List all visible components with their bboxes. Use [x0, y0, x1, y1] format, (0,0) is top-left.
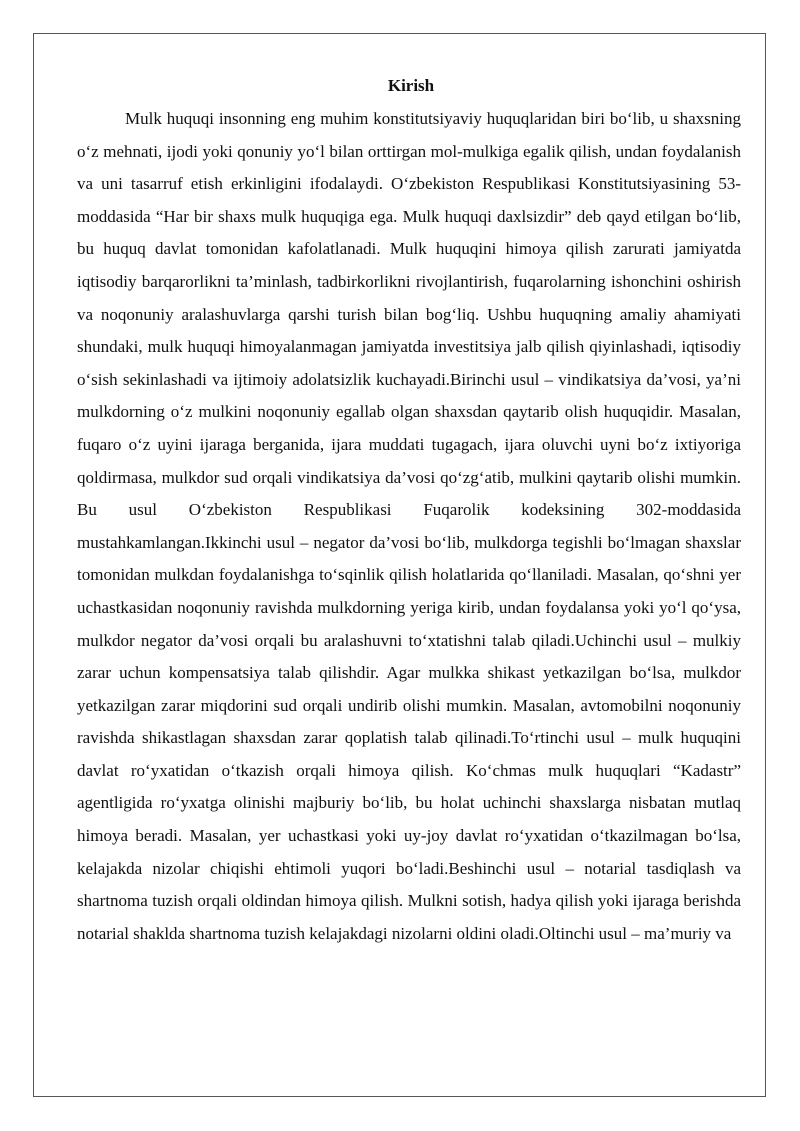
document-title: Kirish	[387, 76, 435, 95]
body-paragraph: Mulk huquqi insonning eng muhim konstitutsiyaviy huquqlaridan biri bo‘lib, u shaxsning o‘z mehnati, ijodi yoki qonuniy yo‘l bilan orttirgan mol-mulkiga egalik qilish, undan foydalanish va uni tasarruf etish erkinligini ifodalaydi. O‘zbekiston Respublikasi Konstitutsiyasining 53-moddasida “Har bir shaxs mulk huquqiga ega. Mulk huquqi daxlsizdir” deb qayd etilgan bo‘lib, bu huquq davlat tomonidan kafolatlanadi. Mulk huquqini himoya qilish zarurati jamiyatda iqtisodiy barqarorlikni ta’minlash, tadbirkorlikni rivojlantirish, fuqarolarning ishonchini oshirish va noqonuniy aralashuvlarga qarshi turish bilan bog‘liq. Ushbu huquqning amaliy ahamiyati shundaki, mulk huquqi himoyalanmagan jamiyatda investitsiya jalb qilish qiyinlashadi, iqtisodiy o‘sish sekinlashadi va ijtimoiy adolatsizlik kuchayadi.Birinchi usul – vindikatsiya da’vosi, ya’ni mulkdorning o‘z mulkini noqonuniy egallab olgan shaxsdan qaytarib olish huquqidir. Masalan, fuqaro o‘z uyini ijaraga berganida, ijara muddati tugagach, ijara oluvchi uyni bo‘z ixtiyoriga qoldirmasa, mulkdor sud orqali vindikatsiya da’vosi qo‘zg‘atib, mulkini qaytarib olishi mumkin. Bu usul O‘zbekiston Respublikasi Fuqarolik kodeksining 302-moddasida mustahkamlangan.Ikkinchi usul – negator da’vosi bo‘lib, mulkdorga tegishli bo‘lmagan shaxslar tomonidan mulkdan foydalanishga to‘sqinlik qilish holatlarida qo‘llaniladi. Masalan, qo‘shni yer uchastkasidan noqonuniy ravishda mulkdorning yeriga kirib, undan foydalansa yoki yo‘l qo‘ysa, mulkdor negator da’vosi orqali bu aralashuvni to‘xtatishni talab qiladi.Uchinchi usul – mulkiy zarar uchun kompensatsiya talab qilishdir. Agar mulkka shikast yetkazilgan bo‘lsa, mulkdor yetkazilgan zarar miqdorini sud orqali undirib olishi mumkin. Masalan, avtomobilni noqonuniy ravishda shikastlagan shaxsdan zarar qoplatish talab qilinadi.To‘rtinchi usul – mulk huquqini davlat ro‘yxatidan o‘tkazish orqali himoya qilish. Ko‘chmas mulk huquqlari “Kadastr” agentligida ro‘yxatga olinishi majburiy bo‘lib, bu holat uchinchi shaxslarga nisbatan mutlaq himoya beradi. Masalan, yer uchastkasi yoki uy-joy davlat ro‘yxatidan o‘tkazilmagan bo‘lsa, kelajakda nizolar chiqishi ehtimoli yuqori bo‘ladi.Beshinchi usul – notarial tasdiqlash va shartnoma tuzish orqali oldindan himoya qilish. Mulkni sotish, hadya qilish yoki ijaraga berishda notarial shaklda shartnoma tuzish kelajakdagi nizolarni oldini oladi.Oltinchi usul – ma’muriy va	[77, 109, 741, 943]
document-content	[77, 74, 741, 950]
